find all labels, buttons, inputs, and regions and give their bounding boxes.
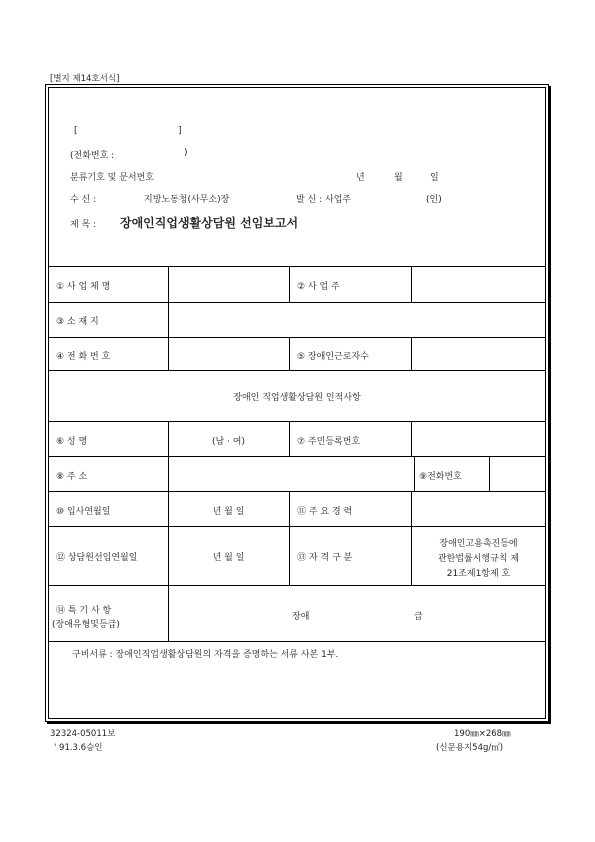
classification-label: 분류기호 및 문서번호 <box>70 173 154 183</box>
rule <box>411 337 412 370</box>
phone-label: (전화번호 : <box>70 151 115 161</box>
recipient-label: 수 신 : <box>70 195 97 205</box>
section-title: 장애인 직업생활상담원 인적사항 <box>233 393 361 403</box>
employer-label: ② 사 업 주 <box>297 282 340 292</box>
rule <box>48 302 546 303</box>
rule <box>48 421 546 422</box>
rule <box>48 456 546 457</box>
paper-type: (신문용지54g/㎡) <box>436 743 504 753</box>
sender-label: 발 신 : 사업주 <box>296 195 352 205</box>
contact-phone-label: ⑨전화번호 <box>419 472 462 482</box>
subject-label: 제 목 : <box>70 220 97 230</box>
recipient-value: 지방노동청(사무소)장 <box>144 195 230 205</box>
rule <box>168 421 169 641</box>
rule <box>168 266 169 370</box>
rule <box>414 456 415 491</box>
org-bracket-close: ] <box>178 126 182 136</box>
rule <box>289 491 290 585</box>
resident-number-label: ⑦ 주민등록번호 <box>297 437 361 447</box>
qualification-line-2: 관한법률시행규칙 제 <box>437 554 520 564</box>
disability-label: 장애 <box>292 612 310 622</box>
appoint-date-field: 년 월 일 <box>212 553 245 563</box>
grade-label: 급 <box>414 612 423 622</box>
rule <box>48 585 546 586</box>
rule <box>289 266 290 302</box>
name-label: ⑥ 성 명 <box>56 437 88 447</box>
special-label: ⑭ 특 기 사 항 <box>56 606 112 616</box>
rule <box>411 266 412 302</box>
org-bracket-open: [ <box>74 126 78 136</box>
date-day: 일 <box>430 173 439 183</box>
gender-field: (남 · 여) <box>212 437 245 447</box>
disabled-workers-label: ⑤ 장애인근로자수 <box>297 352 369 362</box>
special-sub-label: (장애유형및등급) <box>52 620 120 630</box>
approval-date: ' 91.3.6승인 <box>54 743 103 753</box>
rule <box>489 456 490 491</box>
rule <box>48 526 546 527</box>
rule <box>289 337 290 370</box>
address-label: ⑧ 주 소 <box>56 472 88 482</box>
rule <box>48 491 546 492</box>
rule <box>48 337 546 338</box>
paper-size: 190㎜×268㎜ <box>454 729 511 739</box>
date-month: 월 <box>394 173 403 183</box>
form-code: 32324-05011보 <box>50 729 116 739</box>
rule <box>48 641 546 642</box>
qualification-line-1: 장애인고용촉진등에 <box>439 539 518 549</box>
qualification-label: ⑬ 자 격 구 분 <box>297 553 353 563</box>
rule <box>48 266 546 267</box>
rule <box>411 421 412 456</box>
business-name-label: ① 사 업 체 명 <box>56 282 111 292</box>
attachment-note: 구비서류 : 장애인직업생활상담원의 자격을 증명하는 서류 사본 1부. <box>72 650 339 660</box>
rule <box>48 370 546 371</box>
phone-number-label: ④ 전 화 번 호 <box>56 352 111 362</box>
phone-close: ) <box>184 148 188 158</box>
date-year: 년 <box>356 173 365 183</box>
appoint-date-label: ⑫ 상담원선임연월일 <box>56 553 138 563</box>
subject-title: 장애인직업생활상담원 선임보고서 <box>120 216 299 230</box>
rule <box>289 421 290 456</box>
location-label: ③ 소 재 지 <box>56 317 99 327</box>
qualification-line-3: 21조제1항제 호 <box>446 569 511 579</box>
seal-mark: (인) <box>426 195 442 205</box>
hire-date-label: ⑩ 입사연월일 <box>56 507 111 517</box>
hire-date-field: 년 월 일 <box>212 507 245 517</box>
form-label: [별지 제14호서식] <box>50 74 120 84</box>
career-label: ⑪ 주 요 경 력 <box>297 507 353 517</box>
